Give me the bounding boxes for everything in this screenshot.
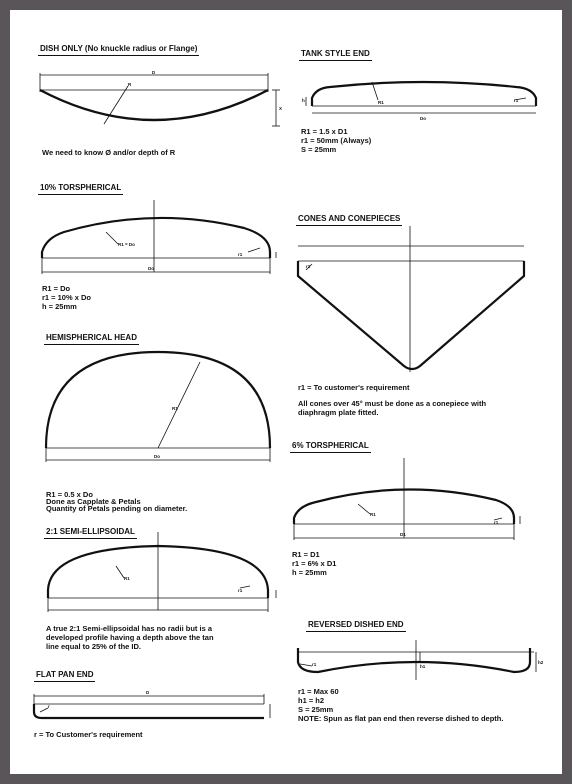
- tor6-r1-small-label: r1: [494, 520, 499, 525]
- dish-curve: [40, 90, 268, 120]
- rev-h1-label: h1: [420, 664, 426, 669]
- formula-line: r1 = To customer's requirement: [298, 383, 410, 392]
- tank-do-label: Do: [420, 116, 426, 121]
- hemi-do-label: Do: [154, 454, 160, 459]
- note-line: line equal to 25% of the ID.: [46, 642, 142, 651]
- formula-line: r1 = 10% x Do: [42, 293, 91, 302]
- formula-line: Quantity of Petals pending on diameter.: [46, 504, 188, 513]
- note-dish-only: We need to know Ø and/or depth of R: [42, 148, 176, 157]
- formula-line: NOTE: Spun as flat pan end then reverse dished to depth.: [298, 714, 504, 723]
- cones-drawing: [298, 226, 524, 372]
- flat-pan-end-drawing: [34, 694, 270, 718]
- title-cones: CONES AND CONEPIECES: [296, 214, 402, 226]
- formula-line: h = 25mm: [292, 568, 327, 577]
- formula-line: r = To Customer's requirement: [34, 730, 143, 739]
- tor10-do-label: Do: [148, 266, 154, 271]
- title-torospherical-10: 10% TORSPHERICAL: [38, 183, 123, 195]
- formula-line: r1 = 6% x D1: [292, 559, 337, 568]
- title-flat-pan-end: FLAT PAN END: [34, 670, 95, 682]
- note-line: A true 2:1 Semi-ellipsoidal has no radii but is a: [46, 624, 213, 633]
- formula-line: S = 25mm: [298, 705, 334, 714]
- tor6-d1-label: D1: [400, 532, 406, 537]
- semi-r1-small-label: r1: [238, 588, 243, 593]
- dish-x-label: X: [279, 106, 283, 111]
- cone-r1-label: r1: [306, 264, 311, 269]
- formula-line: r1 = 50mm (Always): [301, 136, 372, 145]
- tank-r1-label: R1: [378, 100, 384, 105]
- formula-line: R1 = Do: [42, 284, 71, 293]
- torospherical-6-drawing: [294, 458, 520, 540]
- torospherical-10-drawing: [42, 200, 276, 274]
- formula-line: S = 25mm: [301, 145, 337, 154]
- dish-only-drawing: [40, 73, 283, 126]
- cone-profile: [298, 261, 524, 369]
- hemispherical-profile: [46, 352, 270, 448]
- flat-d-label: D: [146, 690, 150, 695]
- reversed-dished-drawing: [298, 640, 536, 680]
- title-dish-only: DISH ONLY (No knuckle radius or Flange): [38, 44, 199, 56]
- formula-line: R1 = D1: [292, 550, 320, 559]
- formula-line: h = 25mm: [42, 302, 77, 311]
- tor10-r1-small-label: r1: [238, 252, 243, 257]
- tank-end-r1-leader: [372, 82, 378, 100]
- dish-r-label: R: [128, 82, 132, 87]
- formula-line: r1 = Max 60: [298, 687, 339, 696]
- hemi-r1-label: R1: [172, 406, 178, 411]
- formula-line: diaphragm plate fitted.: [298, 408, 379, 417]
- tank-end-profile: [312, 82, 536, 106]
- flat-pan-profile: [34, 704, 264, 718]
- semi-ellipsoidal-drawing: [48, 532, 276, 612]
- flat-r-label: r: [48, 704, 50, 709]
- hemispherical-radius-leader: [158, 362, 200, 448]
- torospherical-10-profile: [42, 218, 270, 258]
- rev-h2-label: h2: [538, 660, 544, 665]
- title-torospherical-6: 6% TORSPHERICAL: [290, 441, 371, 453]
- tank-h-label: h: [302, 98, 305, 103]
- title-reversed-dished: REVERSED DISHED END: [306, 620, 406, 632]
- formula-line: R1 = 0.5 x Do: [46, 490, 93, 499]
- semi-r1-label: R1: [124, 576, 130, 581]
- title-tank-style-end: TANK STYLE END: [299, 49, 372, 61]
- tor10-r1-label: R1 = Do: [118, 242, 135, 247]
- formula-line: Done as Capplate & Petals: [46, 497, 141, 506]
- note-line: developed profile having a depth above the tan: [46, 633, 214, 642]
- rev-r1-label: r1: [312, 662, 317, 667]
- formula-line: h1 = h2: [298, 696, 325, 705]
- title-semi-ellipsoidal: 2:1 SEMI-ELLIPSOIDAL: [44, 527, 137, 539]
- formula-line: R1 = 1.5 x D1: [301, 127, 348, 136]
- title-hemispherical: HEMISPHERICAL HEAD: [44, 333, 139, 345]
- hemispherical-drawing: [46, 352, 270, 462]
- formula-line: All cones over 45° must be done as a conepiece with: [298, 399, 487, 408]
- tank-style-end-drawing: [306, 82, 536, 113]
- tor6-r1-label: R1: [370, 512, 376, 517]
- dish-d-label: D: [152, 70, 156, 75]
- tank-r1-small-label: r1: [514, 98, 519, 103]
